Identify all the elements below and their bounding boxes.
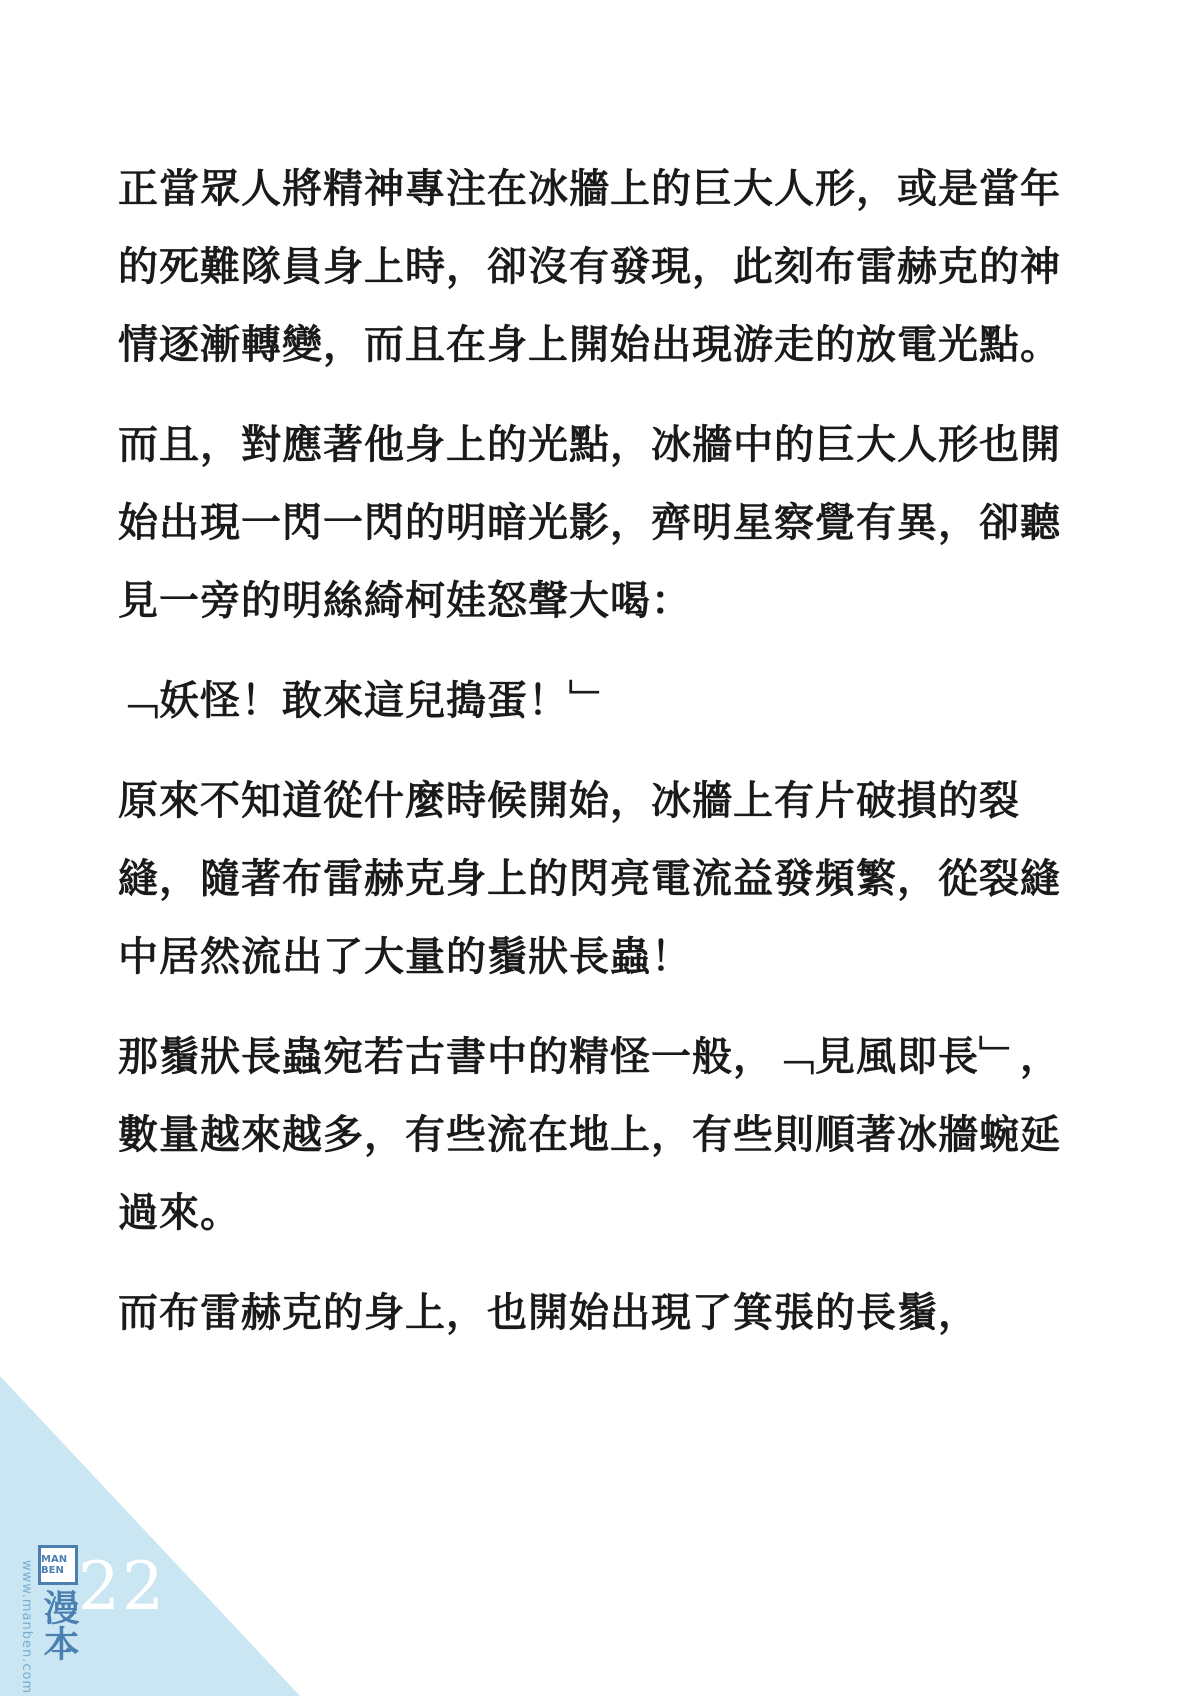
paragraph-3: ﹁妖怪！敢來這兒搗蛋！﹂ xyxy=(118,678,610,724)
paragraph-1: 正當眾人將精神專注在冰牆上的巨大人形，或是當年的死難隊員身上時，卻沒有發現，此刻布雷赫克的神情逐漸轉變，而且在身上開始出現游走的放電光點。 xyxy=(118,166,1061,368)
logo-glyphs: 漫本 xyxy=(38,1589,79,1661)
body-text xyxy=(118,150,1088,1374)
watermark-logo xyxy=(36,1545,80,1685)
watermark-url: www.manben.com xyxy=(19,1560,34,1695)
logo-box-icon: MAN BEN xyxy=(38,1545,78,1585)
page-number: 22 xyxy=(78,1548,166,1625)
paragraph-4: 原來不知道從什麼時候開始，冰牆上有片破損的裂縫，隨著布雷赫克身上的閃亮電流益發頻繁，從裂縫中居然流出了大量的鬚狀長蟲！ xyxy=(118,778,1061,980)
paragraph-2: 而且，對應著他身上的光點，冰牆中的巨大人形也開始出現一閃一閃的明暗光影，齊明星察覺有異，卻聽見一旁的明絲綺柯娃怒聲大喝： xyxy=(118,422,1061,624)
paragraph-6: 而布雷赫克的身上，也開始出現了箕張的長鬚， xyxy=(118,1290,979,1336)
paragraph-5: 那鬚狀長蟲宛若古書中的精怪一般，﹁見風即長﹂，數量越來越多，有些流在地上，有些則順著冰牆蜿延過來。 xyxy=(118,1034,1061,1236)
